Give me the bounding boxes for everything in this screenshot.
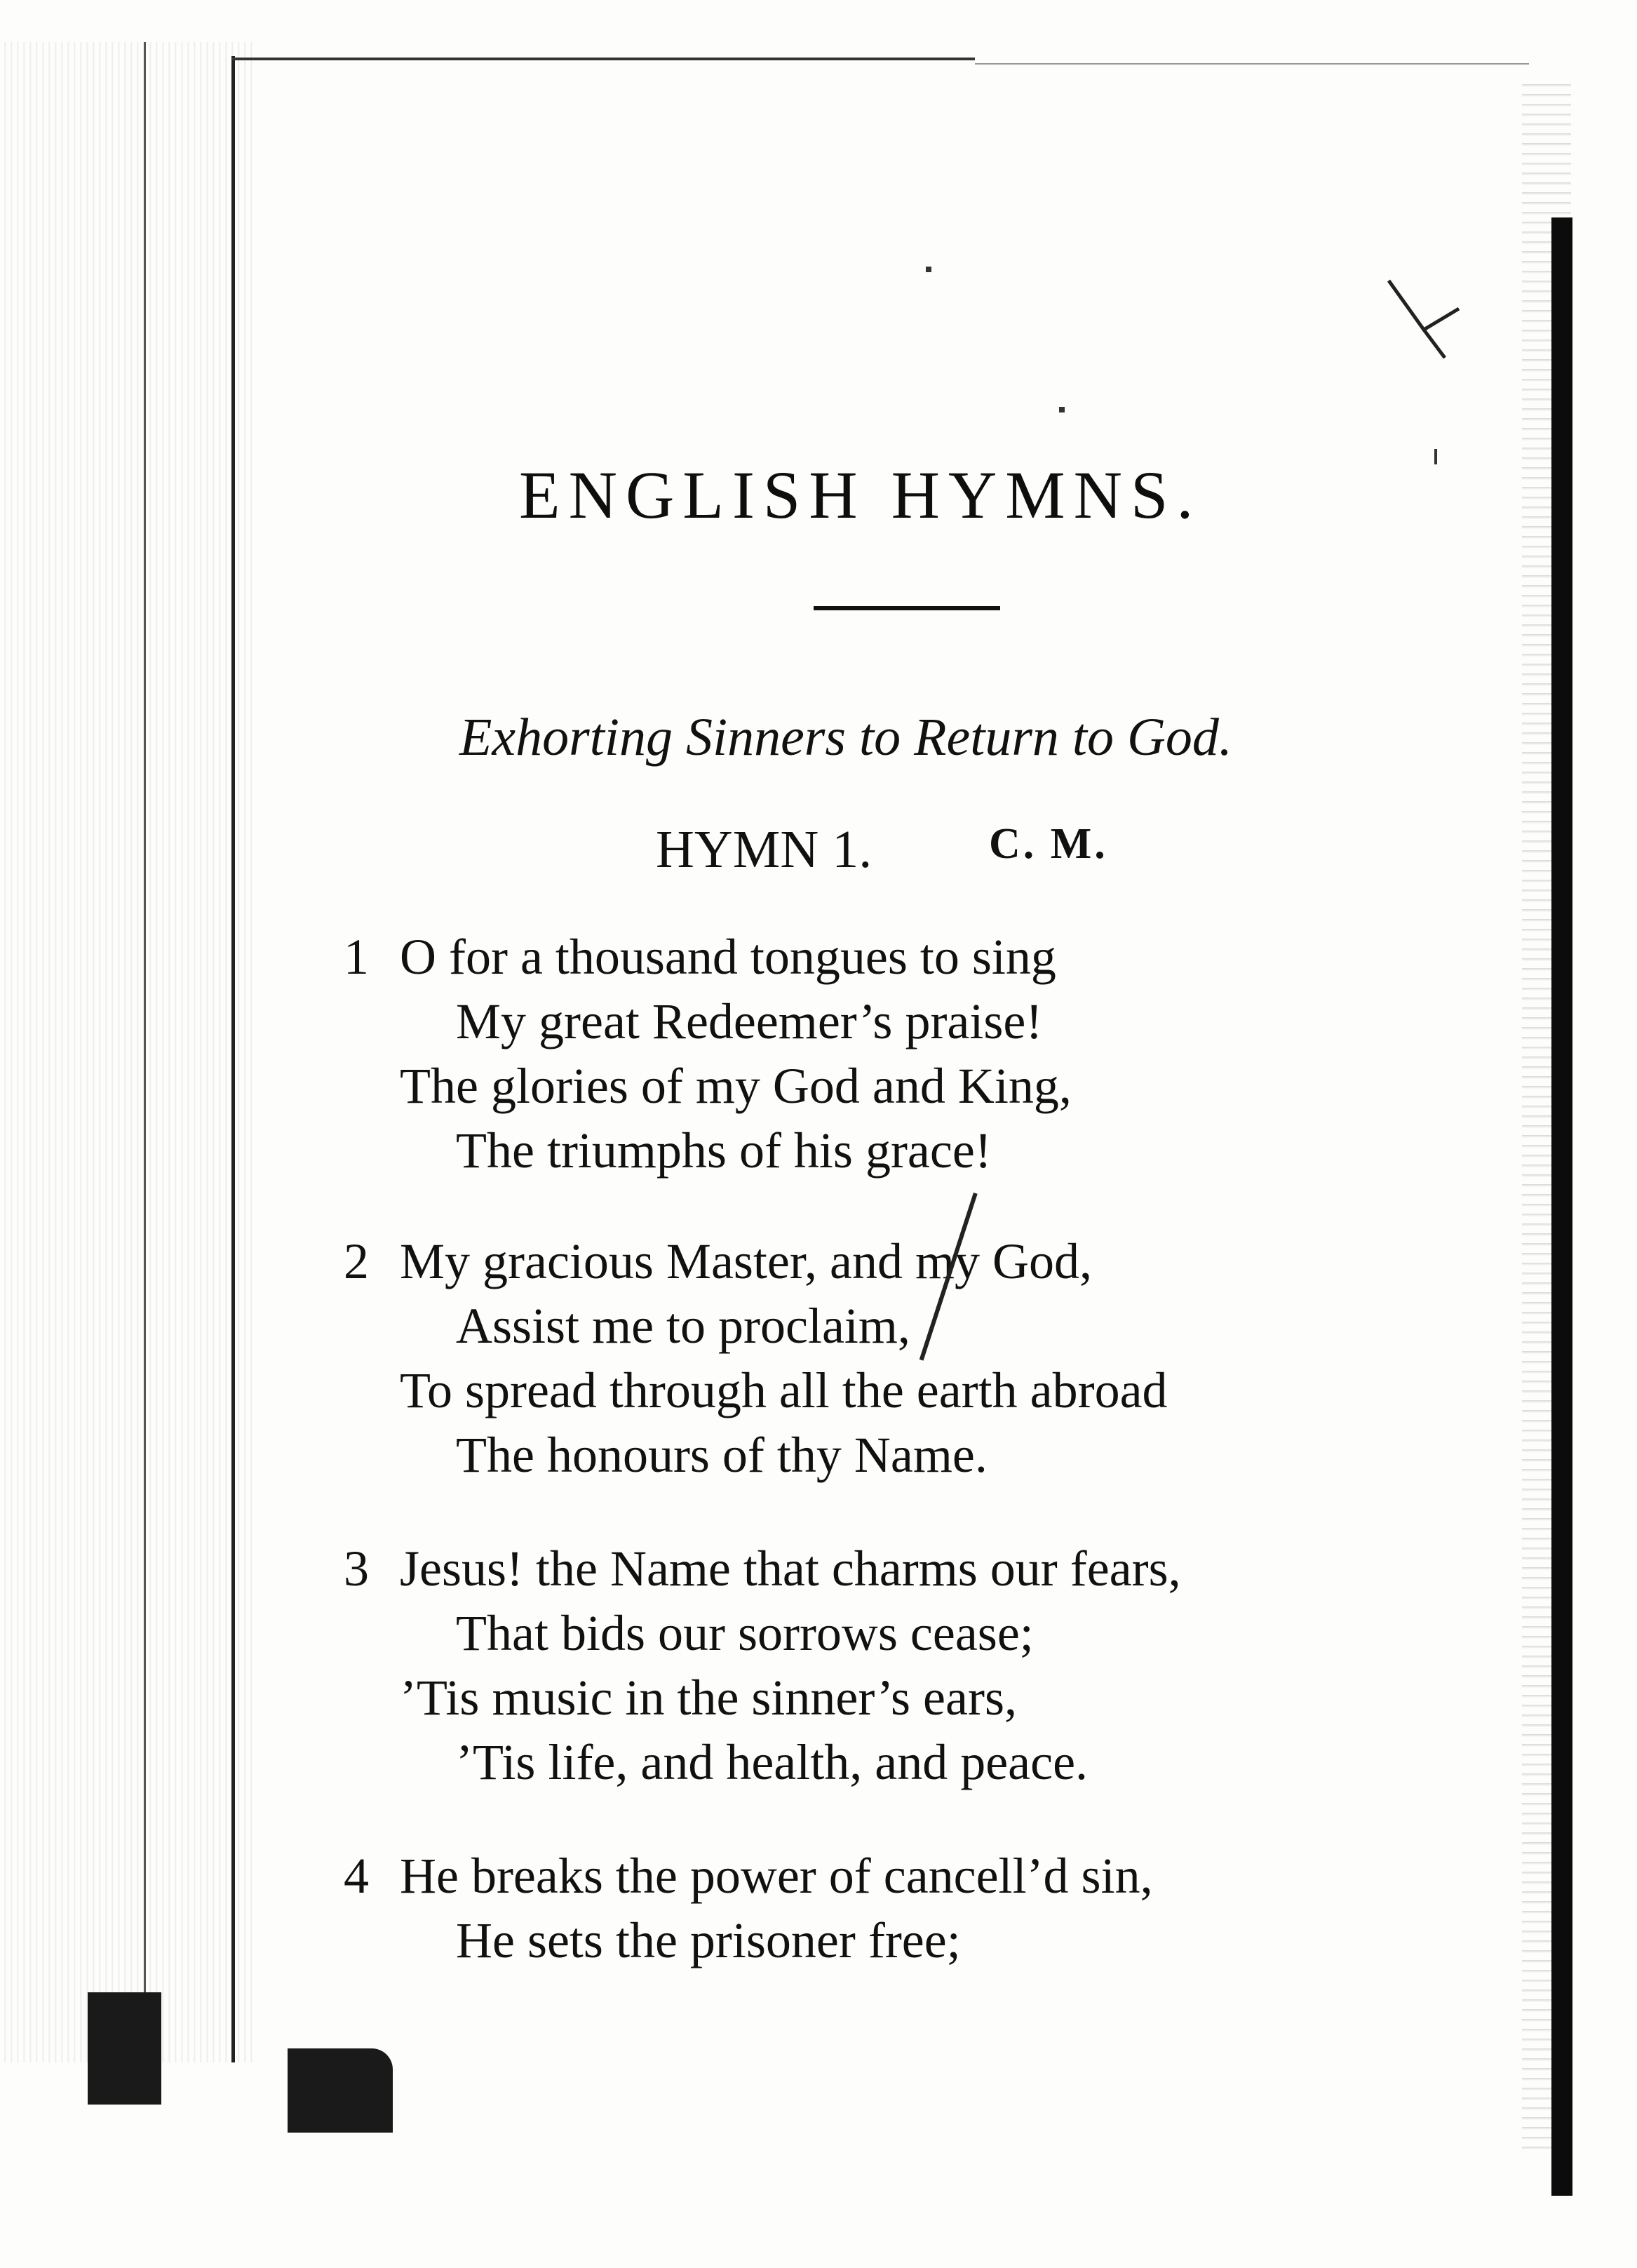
page-edge-line-outer — [144, 42, 146, 2006]
verse-line: Assist me to proclaim, — [456, 1298, 910, 1354]
stanza-number: 2 — [344, 1233, 369, 1289]
verse-line: The triumphs of his grace! — [456, 1122, 992, 1179]
stanza — [344, 1844, 1501, 1973]
stanza-number: 3 — [344, 1541, 369, 1597]
page-title: ENGLISH HYMNS. — [519, 457, 1202, 532]
stanza — [344, 925, 1501, 1183]
verse-line: He sets the prisoner free; — [456, 1912, 961, 1968]
stanza-number: 1 — [344, 929, 369, 985]
verse-line: My great Redeemer’s praise! — [456, 993, 1043, 1049]
page-gutter-shadow — [1551, 217, 1572, 2196]
title-divider — [814, 606, 1000, 610]
bottom-tear — [288, 2048, 393, 2133]
page-edge-line — [231, 56, 235, 2062]
stanza — [344, 1536, 1501, 1794]
page-top-edge — [231, 58, 975, 60]
margin-check-mark — [1382, 267, 1466, 365]
verse-line: 2 My gracious Master, and my God, — [344, 1229, 1501, 1294]
scan-left-edge — [0, 42, 252, 2062]
hymn-number: HYMN 1. — [656, 820, 873, 879]
verse-line: ’Tis music in the sinner’s ears, — [400, 1670, 1017, 1726]
stray-mark — [926, 267, 931, 272]
stray-mark — [1059, 407, 1065, 412]
verse-line: The honours of thy Name. — [456, 1427, 988, 1483]
stanza-number: 4 — [344, 1848, 369, 1904]
page-top-edge-faint — [975, 63, 1529, 65]
verse-line: To spread through all the earth abroad — [400, 1362, 1168, 1418]
verse-line: 3 Jesus! the Name that charms our fears, — [344, 1536, 1501, 1601]
stray-mark — [1434, 449, 1437, 464]
verse-line: The glories of my God and King, — [400, 1058, 1072, 1114]
verse-line: That bids our sorrows cease; — [456, 1605, 1034, 1661]
verse-line: 4 He breaks the power of cancell’d sin, — [344, 1844, 1501, 1908]
section-heading: Exhorting Sinners to Return to God. — [459, 708, 1232, 767]
verse-line: ’Tis life, and health, and peace. — [456, 1734, 1089, 1790]
corner-blot — [88, 1992, 161, 2105]
hymn-meter: C. M. — [989, 820, 1108, 868]
verse-line: 1 O for a thousand tongues to sing — [344, 925, 1501, 989]
